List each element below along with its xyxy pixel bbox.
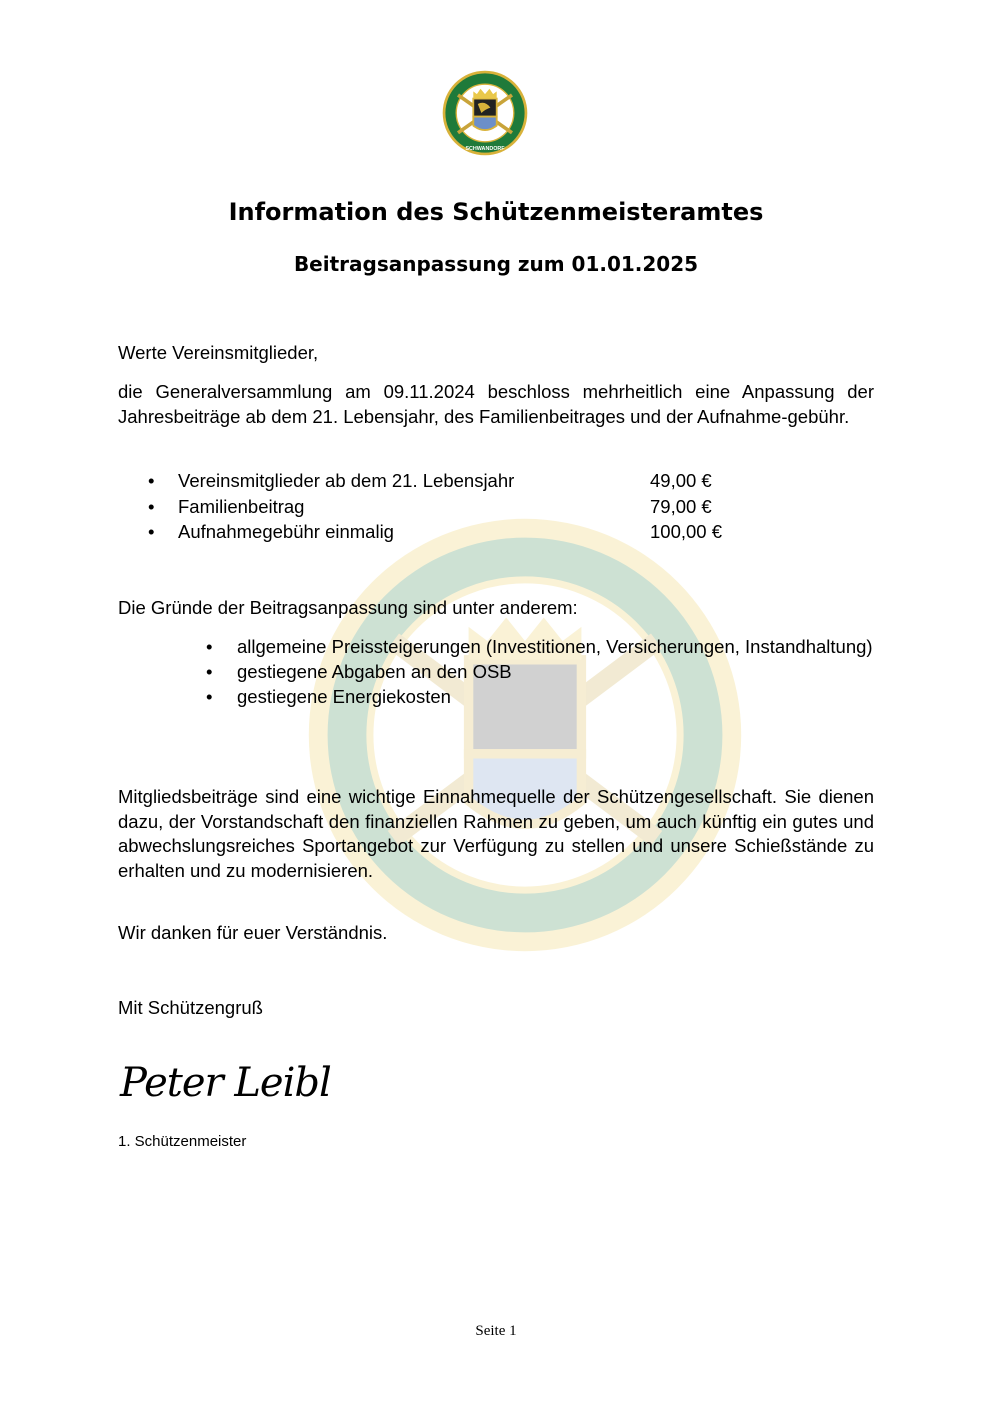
bullet-icon: •: [148, 470, 155, 491]
reason-text: gestiegene Abgaben an den OSB: [237, 661, 512, 682]
fee-item: [148, 468, 778, 494]
fee-label: Vereinsmitglieder ab dem 21. Lebensjahr: [178, 470, 515, 491]
fee-list: [148, 468, 778, 545]
svg-text:SCHWANDORF: SCHWANDORF: [465, 145, 505, 152]
document-title: Information des Schützenmeisteramtes: [228, 198, 764, 226]
fee-amount: 79,00 €: [650, 495, 712, 517]
fee-amount: 100,00 €: [650, 521, 723, 542]
bullet-icon: •: [148, 521, 155, 542]
thanks-line: Wir danken für euer Verständnis.: [118, 922, 388, 943]
fee-item: [148, 519, 778, 545]
fee-item: [148, 494, 778, 520]
salutation: Werte Vereinsmitglieder,: [118, 342, 319, 363]
signer-role: 1. Schützenmeister: [118, 1133, 247, 1150]
signature: Peter Leibl: [120, 1060, 331, 1106]
fee-label: Aufnahmegebühr einmalig: [178, 521, 394, 542]
fee-label: Familienbeitrag: [178, 495, 305, 517]
reason-item: [206, 659, 874, 684]
reason-list: [206, 634, 874, 709]
reason-item: [206, 684, 874, 709]
fee-amount: 49,00 €: [650, 470, 712, 491]
emblem-watermark: [290, 500, 760, 970]
bullet-icon: •: [206, 661, 213, 682]
club-emblem-logo: [440, 68, 530, 158]
explanation-paragraph: Mitgliedsbeiträge sind eine wichtige Einnahmequelle der Schützengesellschaft. Sie dienen dazu, der Vorstandschaft den finanziellen Rahmen zu geben, um auch künftig ein gutes und abwechslungsreiches Sportangebot zur Verfügung zu stellen und unsere Schießstände zu erhalten und zu modernisieren.: [118, 786, 874, 881]
reason-item: [206, 634, 874, 659]
bullet-icon: •: [206, 636, 213, 657]
bullet-icon: •: [206, 686, 213, 707]
intro-paragraph: die Generalversammlung am 09.11.2024 beschloss mehrheitlich eine Anpassung der Jahresbeiträge ab dem 21. Lebensjahr, des Familienbeitrages und der Aufnahme-gebühr.: [118, 381, 874, 427]
document-subtitle: Beitragsanpassung zum 01.01.2025: [293, 252, 699, 276]
reason-text: allgemeine Preissteigerungen (Investitionen, Versicherungen, Instandhaltung): [237, 636, 873, 657]
closing-line: Mit Schützengruß: [118, 997, 263, 1018]
reasons-intro: Die Gründe der Beitragsanpassung sind unter anderem:: [118, 597, 578, 618]
page-number: Seite 1: [475, 1323, 517, 1339]
reason-text: gestiegene Energiekosten: [237, 686, 451, 707]
bullet-icon: •: [148, 495, 155, 517]
